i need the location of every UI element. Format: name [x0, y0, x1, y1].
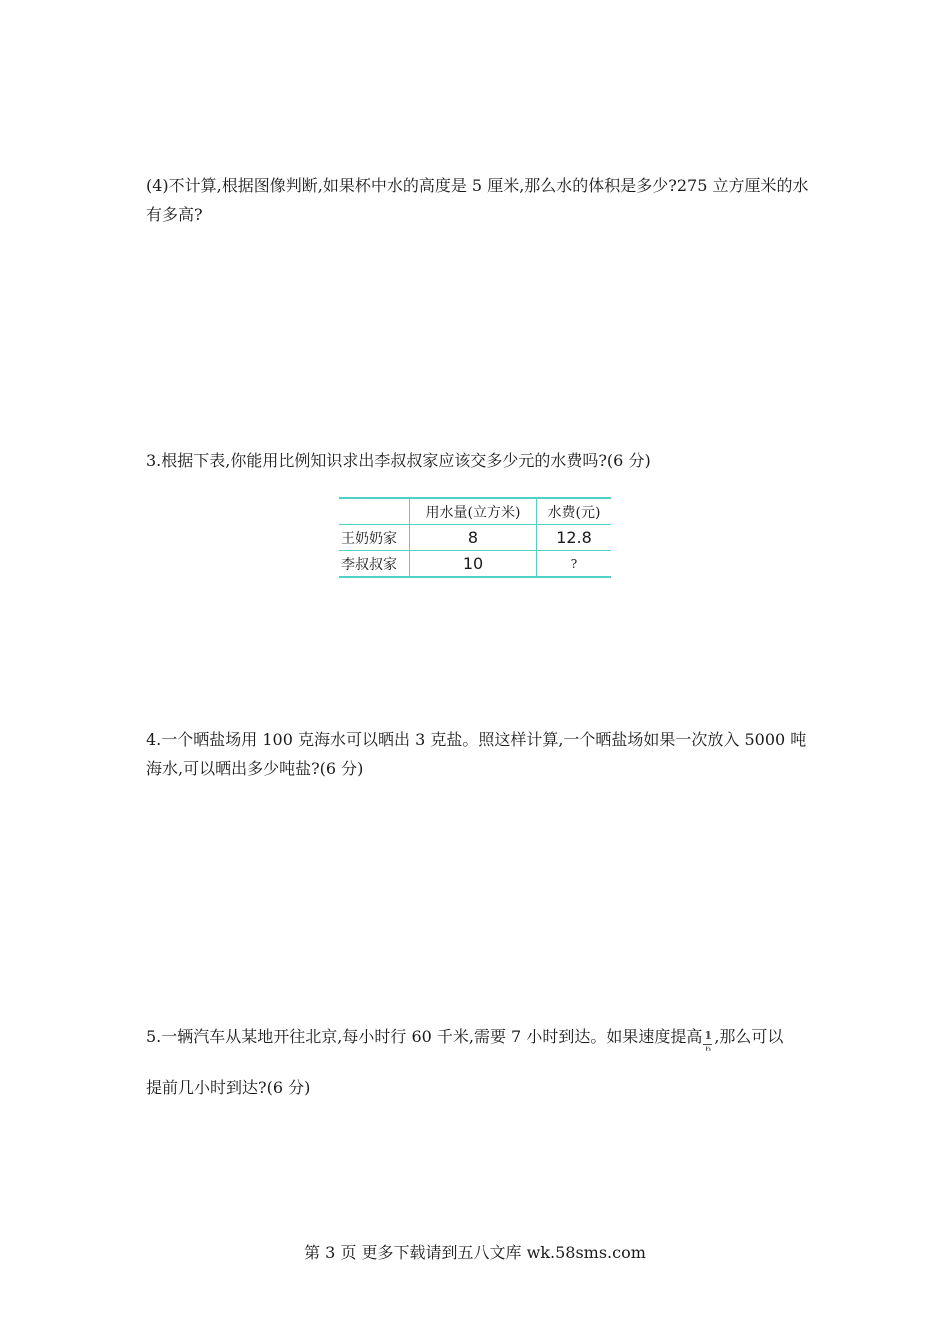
question-4-sub-text: (4)不计算,根据图像判断,如果杯中水的高度是 5 厘米,那么水的体积是多少?275 立方厘米的水有多高?: [146, 176, 809, 224]
table-cell: 12.8: [537, 525, 612, 551]
question-5-line-2: 提前几小时到达?(6 分): [146, 1078, 311, 1097]
table-cell: 8: [410, 525, 537, 551]
table-row-label: 李叔叔家: [339, 551, 410, 578]
table-header-cell: 水费(元): [537, 498, 612, 525]
question-5-line-1: [146, 1022, 816, 1051]
question-4-text: 4.一个晒盐场用 100 克海水可以晒出 3 克盐。照这样计算,一个晒盐场如果一次放入 5000 吨海水,可以晒出多少吨盐?(6 分): [146, 730, 807, 778]
water-fee-table: [339, 497, 611, 578]
table-header-cell: 用水量(立方米): [410, 498, 537, 525]
question-5-text-part2: ,那么可以: [714, 1027, 784, 1046]
fraction: [703, 1022, 713, 1051]
table-row-label: 王奶奶家: [339, 525, 410, 551]
table-row: [339, 525, 611, 551]
table-row: [339, 551, 611, 578]
page-footer: 第 3 页 更多下载请到五八文库 wk.58sms.com: [304, 1243, 646, 1262]
fraction-denominator: 6: [705, 1046, 712, 1051]
question-3-text: 3.根据下表,你能用比例知识求出李叔叔家应该交多少元的水费吗?(6 分): [146, 451, 651, 470]
table-header-cell: [339, 498, 410, 525]
fraction-bar: [703, 1044, 712, 1045]
table-header-row: [339, 498, 611, 525]
question-5-text-part1: 5.一辆汽车从某地开往北京,每小时行 60 千米,需要 7 小时到达。如果速度提高: [146, 1027, 703, 1046]
table-cell: 10: [410, 551, 537, 578]
table-cell: ?: [537, 551, 612, 578]
fraction-numerator: 1: [704, 1029, 712, 1042]
